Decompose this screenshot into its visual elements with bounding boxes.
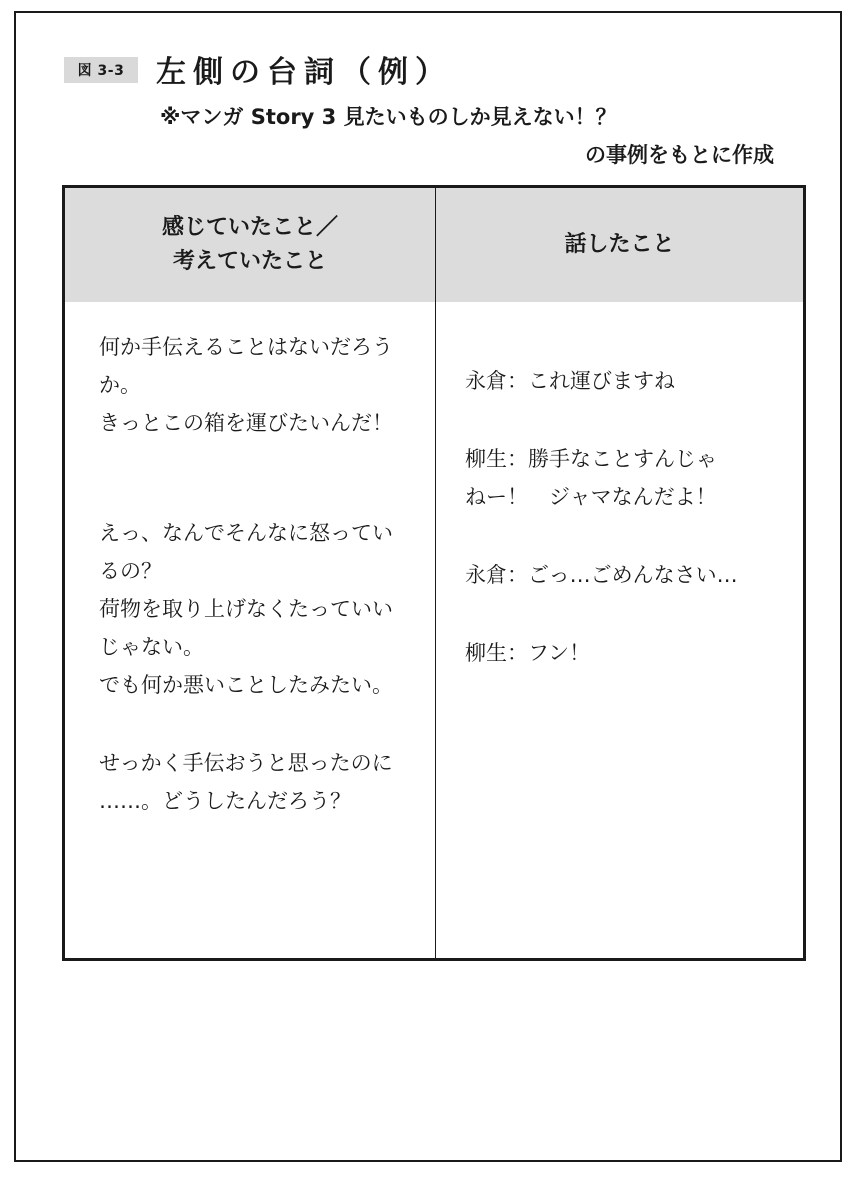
figure-note-line-2: の事例をもとに作成 [585,143,774,167]
spacer [99,442,419,514]
dialogue-line: 柳生：フン！ [465,641,591,665]
left-block-3 [99,744,419,820]
right-entry-3 [465,556,785,594]
text-line: か。 [99,373,141,397]
dialogue-table [62,185,806,961]
dialogue-line: 永倉：ごっ…ごめんなさい… [465,563,738,587]
header-left-line-1: 感じていたこと／ [161,215,338,240]
left-block-1 [99,328,419,442]
figure-number-badge: 図 3-3 [64,57,138,83]
header-spoken: 話したこと [564,232,675,257]
figure-note-line-1: ※マンガ Story 3 見たいものしか見えない！？ [160,105,617,129]
header-left-line-2: 考えていたこと [172,249,327,274]
text-line: せっかく手伝おうと思ったのに [99,751,393,775]
spacer [465,400,785,440]
spacer [99,704,419,744]
column-divider [435,188,436,958]
right-entry-2 [465,440,785,516]
figure-title: 左側の台詞（例） [156,55,452,90]
right-entry-1 [465,362,785,400]
right-column-body [465,362,785,672]
text-line: 何か手伝えることはないだろう [99,335,393,359]
spacer [465,594,785,634]
spacer [465,516,785,556]
text-line: えっ、なんでそんなに怒ってい [99,521,393,545]
dialogue-line: ねー！ ジャマなんだよ！ [465,485,717,509]
text-line: きっとこの箱を運びたいんだ！ [99,411,393,435]
left-block-2 [99,514,419,704]
right-entry-4 [465,634,785,672]
text-line: 荷物を取り上げなくたっていい [99,597,393,621]
text-line: じゃない。 [99,635,204,659]
dialogue-line: 柳生：勝手なことすんじゃ [465,447,717,471]
text-line: ……。どうしたんだろう？ [99,789,351,813]
header-felt-thought [65,188,435,302]
text-line: るの？ [99,559,162,583]
left-column-body [99,328,419,820]
dialogue-line: 永倉：これ運びますね [465,369,675,393]
text-line: でも何か悪いことしたみたい。 [99,673,393,697]
